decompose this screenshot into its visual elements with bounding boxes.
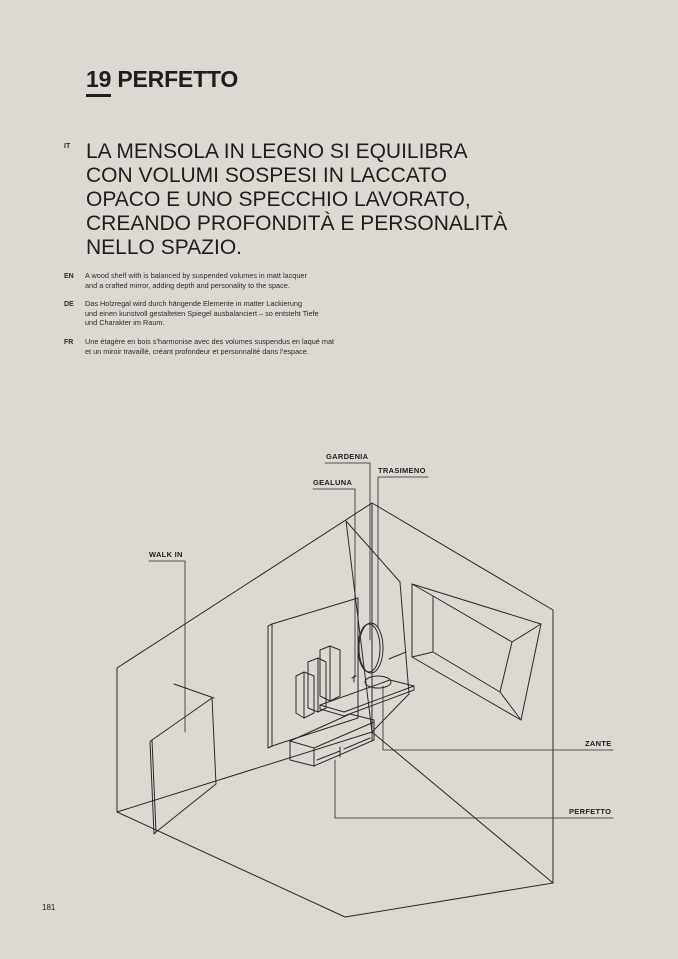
room-floor-edge [117, 812, 553, 917]
label-walkin: WALK IN [149, 550, 183, 559]
wood-wall-panel-edge [268, 624, 272, 748]
lang-tag-fr: FR [64, 339, 74, 346]
leader-zante [383, 686, 613, 750]
text-line: Das Holzregal wird durch hängende Elemente in matter Lackierung [85, 299, 302, 308]
text-line: et un miroir travaillé, créant profondeur et personnalité dans l’espace. [85, 346, 309, 356]
section-number: 19 [86, 66, 111, 97]
leader-gardenia [325, 463, 370, 640]
room-back-wall [372, 503, 553, 883]
lang-tag-de: DE [64, 301, 74, 308]
lower-cabinet-front [290, 722, 374, 766]
suspended-volume-1 [296, 672, 314, 718]
label-gardenia: GARDENIA [326, 452, 369, 461]
intro-line: LA MENSOLA IN LEGNO SI EQUILIBRA [86, 140, 468, 163]
text-line: Une étagère en bois s’harmonise avec des volumes suspendus en laqué mat [85, 337, 335, 346]
walk-in-bar [174, 684, 214, 698]
intro-line: CON VOLUMI SOSPESI IN LACCATO [86, 164, 447, 187]
lang-tag-it: IT [64, 143, 71, 150]
section-name: PERFETTO [117, 66, 239, 92]
wall-faucet [352, 676, 356, 682]
text-line: A wood shelf with is balanced by suspended volumes in matt lacquer [85, 271, 307, 280]
intro-line: CREANDO PROFONDITÀ E PERSONALITÀ [86, 212, 508, 235]
text-line: and a crafted mirror, adding depth and personality to the space. [85, 280, 290, 290]
intro-line: OPACO E UNO SPECCHIO LAVORATO, [86, 188, 471, 211]
lang-tag-en: EN [64, 273, 74, 280]
walk-in-glass [152, 698, 216, 832]
window-recess-inner [433, 596, 512, 692]
text-line: und einen kunstvoll gestalteten Spiegel ausbalanciert – so entsteht Tiefe [85, 308, 319, 318]
wood-wall-panel [272, 598, 358, 746]
page-number: 181 [42, 903, 56, 912]
label-perfetto: PERFETTO [569, 807, 612, 816]
label-zante: ZANTE [585, 739, 612, 748]
label-trasimeno: TRASIMENO [378, 466, 426, 475]
text-line: und Charakter im Raum. [85, 318, 165, 327]
basin [365, 676, 391, 688]
round-mirror [359, 623, 383, 673]
suspended-volume-3 [320, 646, 340, 701]
intro-line: NELLO SPAZIO. [86, 236, 242, 259]
leader-walkin [149, 561, 185, 732]
towel-bar [389, 652, 406, 659]
label-gealuna: GEALUNA [313, 478, 353, 487]
leader-trasimeno [378, 477, 428, 628]
